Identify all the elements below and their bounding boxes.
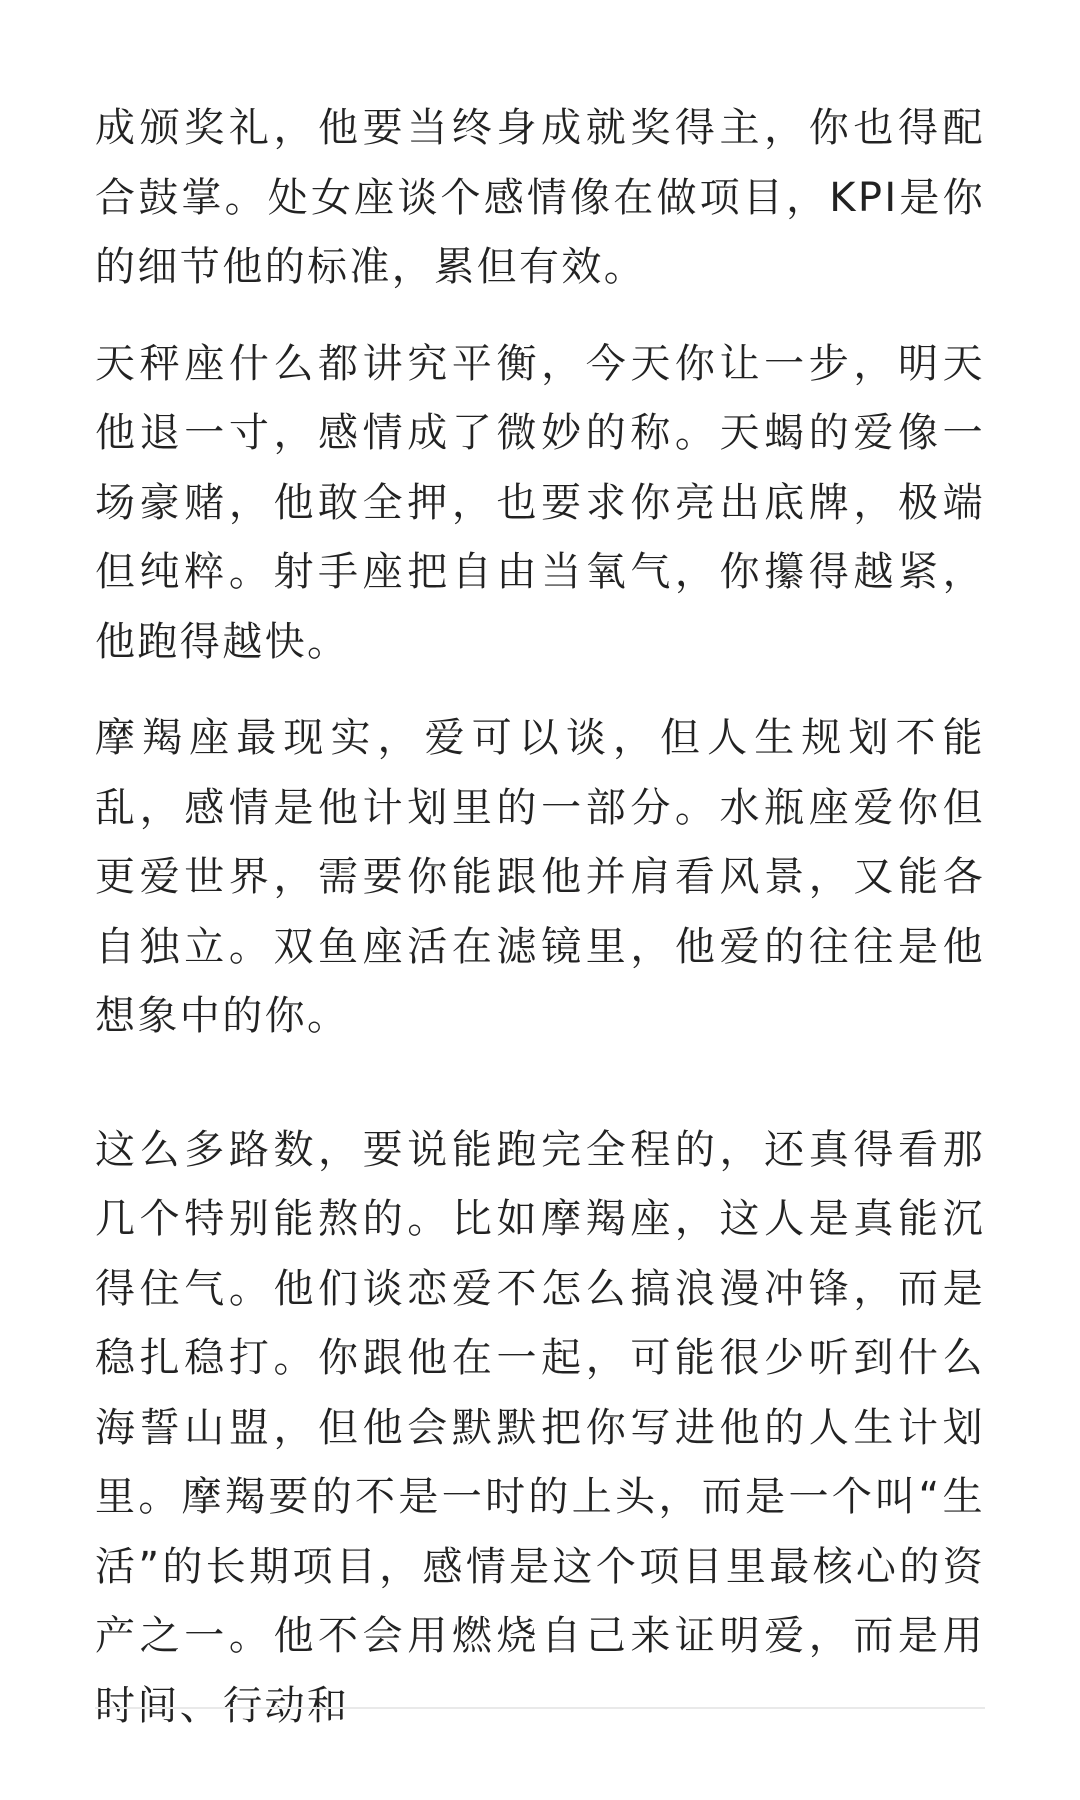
paragraph-capricorn-detail: 这么多路数，要说能跑完全程的，还真得看那几个特别能熬的。比如摩羯座，这人是真能沉得住气。他们谈恋爱不怎么搞浪漫冲锋，而是稳扎稳打。你跟他在一起，可能很少听到什么海誓山盟，但他会默默把你写进他的人生计划里。摩羯要的不是一时的上头，而是一个叫“生活”的长期项目，感情是这个项目里最核心的资产之一。他不会用燃烧自己来证明爱，而是用时间、行动和	[95, 1126, 985, 1729]
paragraph-libra-scorpio-sagittarius: 天秤座什么都讲究平衡，今天你让一步，明天他退一寸，感情成了微妙的称。天蝎的爱像一场豪赌，他敢全押，也要求你亮出底牌，极端但纯粹。射手座把自由当氧气，你攥得越紧，他跑得越快。	[95, 340, 985, 665]
paragraph-virgo: 成颁奖礼，他要当终身成就奖得主，你也得配合鼓掌。处女座谈个感情像在做项目，KPI是你的细节他的标准，累但有效。	[95, 105, 985, 290]
bottom-divider	[95, 1707, 985, 1709]
article-body	[95, 94, 985, 1741]
paragraph-capricorn-aquarius-pisces: 摩羯座最现实，爱可以谈，但人生规划不能乱，感情是他计划里的一部分。水瓶座爱你但更爱世界，需要你能跟他并肩看风景，又能各自独立。双鱼座活在滤镜里，他爱的往往是他想象中的你。	[95, 715, 985, 1039]
